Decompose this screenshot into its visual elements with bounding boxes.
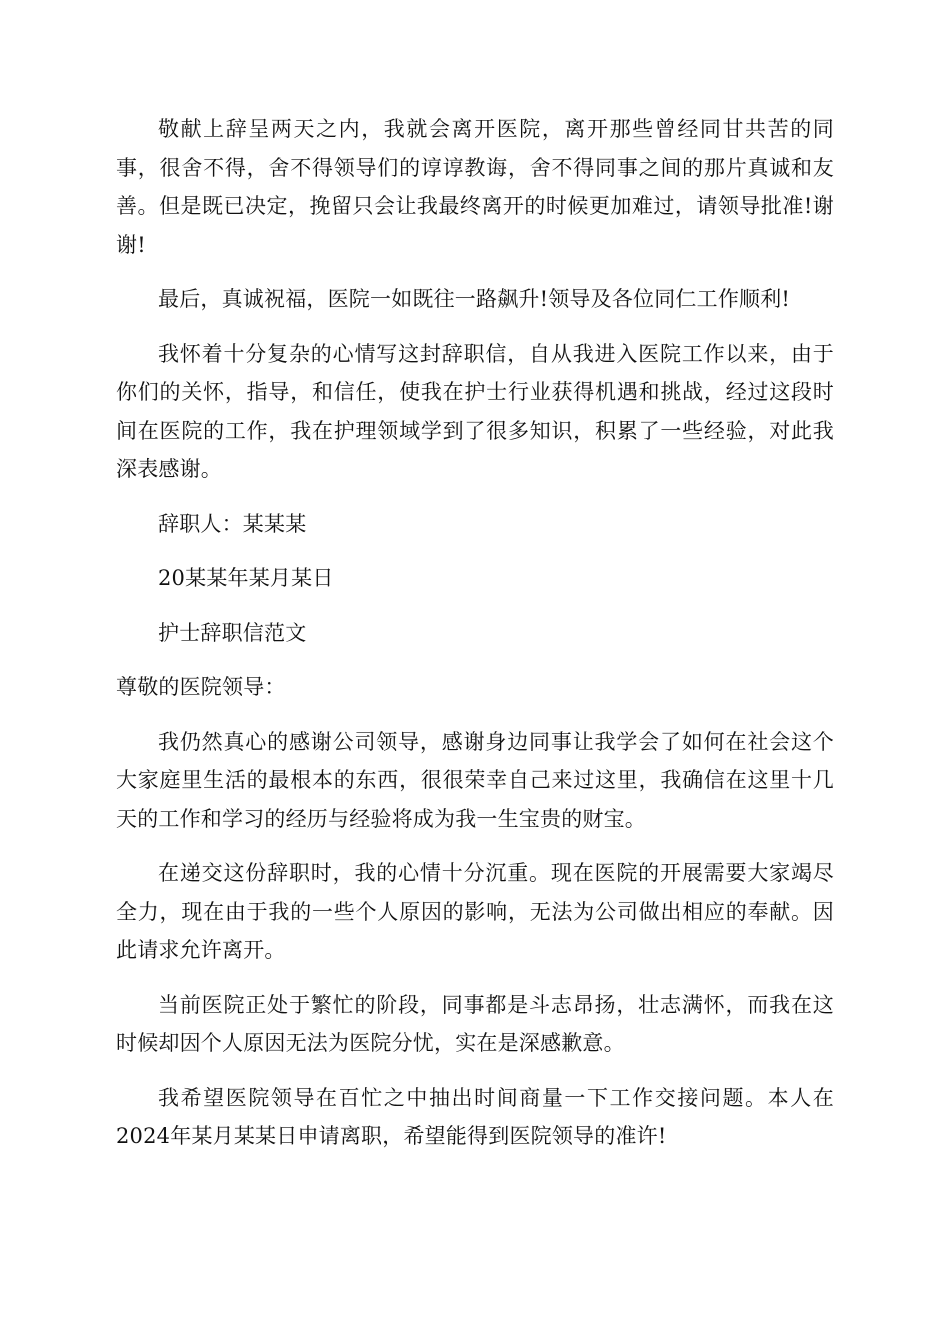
paragraph-apology: 当前医院正处于繁忙的阶段，同事都是斗志昂扬，壮志满怀，而我在这时候却因个人原因无法为医院分忧，实在是深感歉意。 (116, 992, 834, 1055)
paragraph-blessing: 最后，真诚祝福，医院一如既往一路飙升!领导及各位同仁工作顺利! (158, 287, 791, 311)
signature-date: 20某某年某月某日 (158, 566, 334, 590)
paragraph-heavy-heart: 在递交这份辞职时，我的心情十分沉重。现在医院的开展需要大家竭尽全力，现在由于我的一些个人原因的影响，无法为公司做出相应的奉献。因此请求允许离开。 (116, 861, 834, 962)
letter-body (116, 110, 834, 1172)
section-title: 护士辞职信范文 (158, 620, 307, 645)
paragraph-handover: 我希望医院领导在百忙之中抽出时间商量一下工作交接问题。本人在2024年某月某某日申请离职，希望能得到医院领导的准许! (116, 1085, 834, 1148)
signature-resigner: 辞职人：某某某 (158, 511, 307, 536)
paragraph-farewell: 敬献上辞呈两天之内，我就会离开医院，离开那些曾经同甘共苦的同事，很舍不得，舍不得领导们的谆谆教诲，舍不得同事之间的那片真诚和友善。但是既已决定，挽留只会让我最终离开的时候更加难过，请领导批准!谢谢! (116, 117, 834, 257)
paragraph-thanks: 我仍然真心的感谢公司领导，感谢身边同事让我学会了如何在社会这个大家庭里生活的最根本的东西，很很荣幸自己来过这里，我确信在这里十几天的工作和学习的经历与经验将成为我一生宝贵的财宝。 (116, 729, 834, 831)
salutation: 尊敬的医院领导： (116, 675, 286, 699)
paragraph-gratitude: 我怀着十分复杂的心情写这封辞职信，自从我进入医院工作以来，由于你们的关怀，指导，和信任，使我在护士行业获得机遇和挑战，经过这段时间在医院的工作，我在护理领域学到了很多知识，积累了一些经验，对此我深表感谢。 (116, 341, 834, 481)
